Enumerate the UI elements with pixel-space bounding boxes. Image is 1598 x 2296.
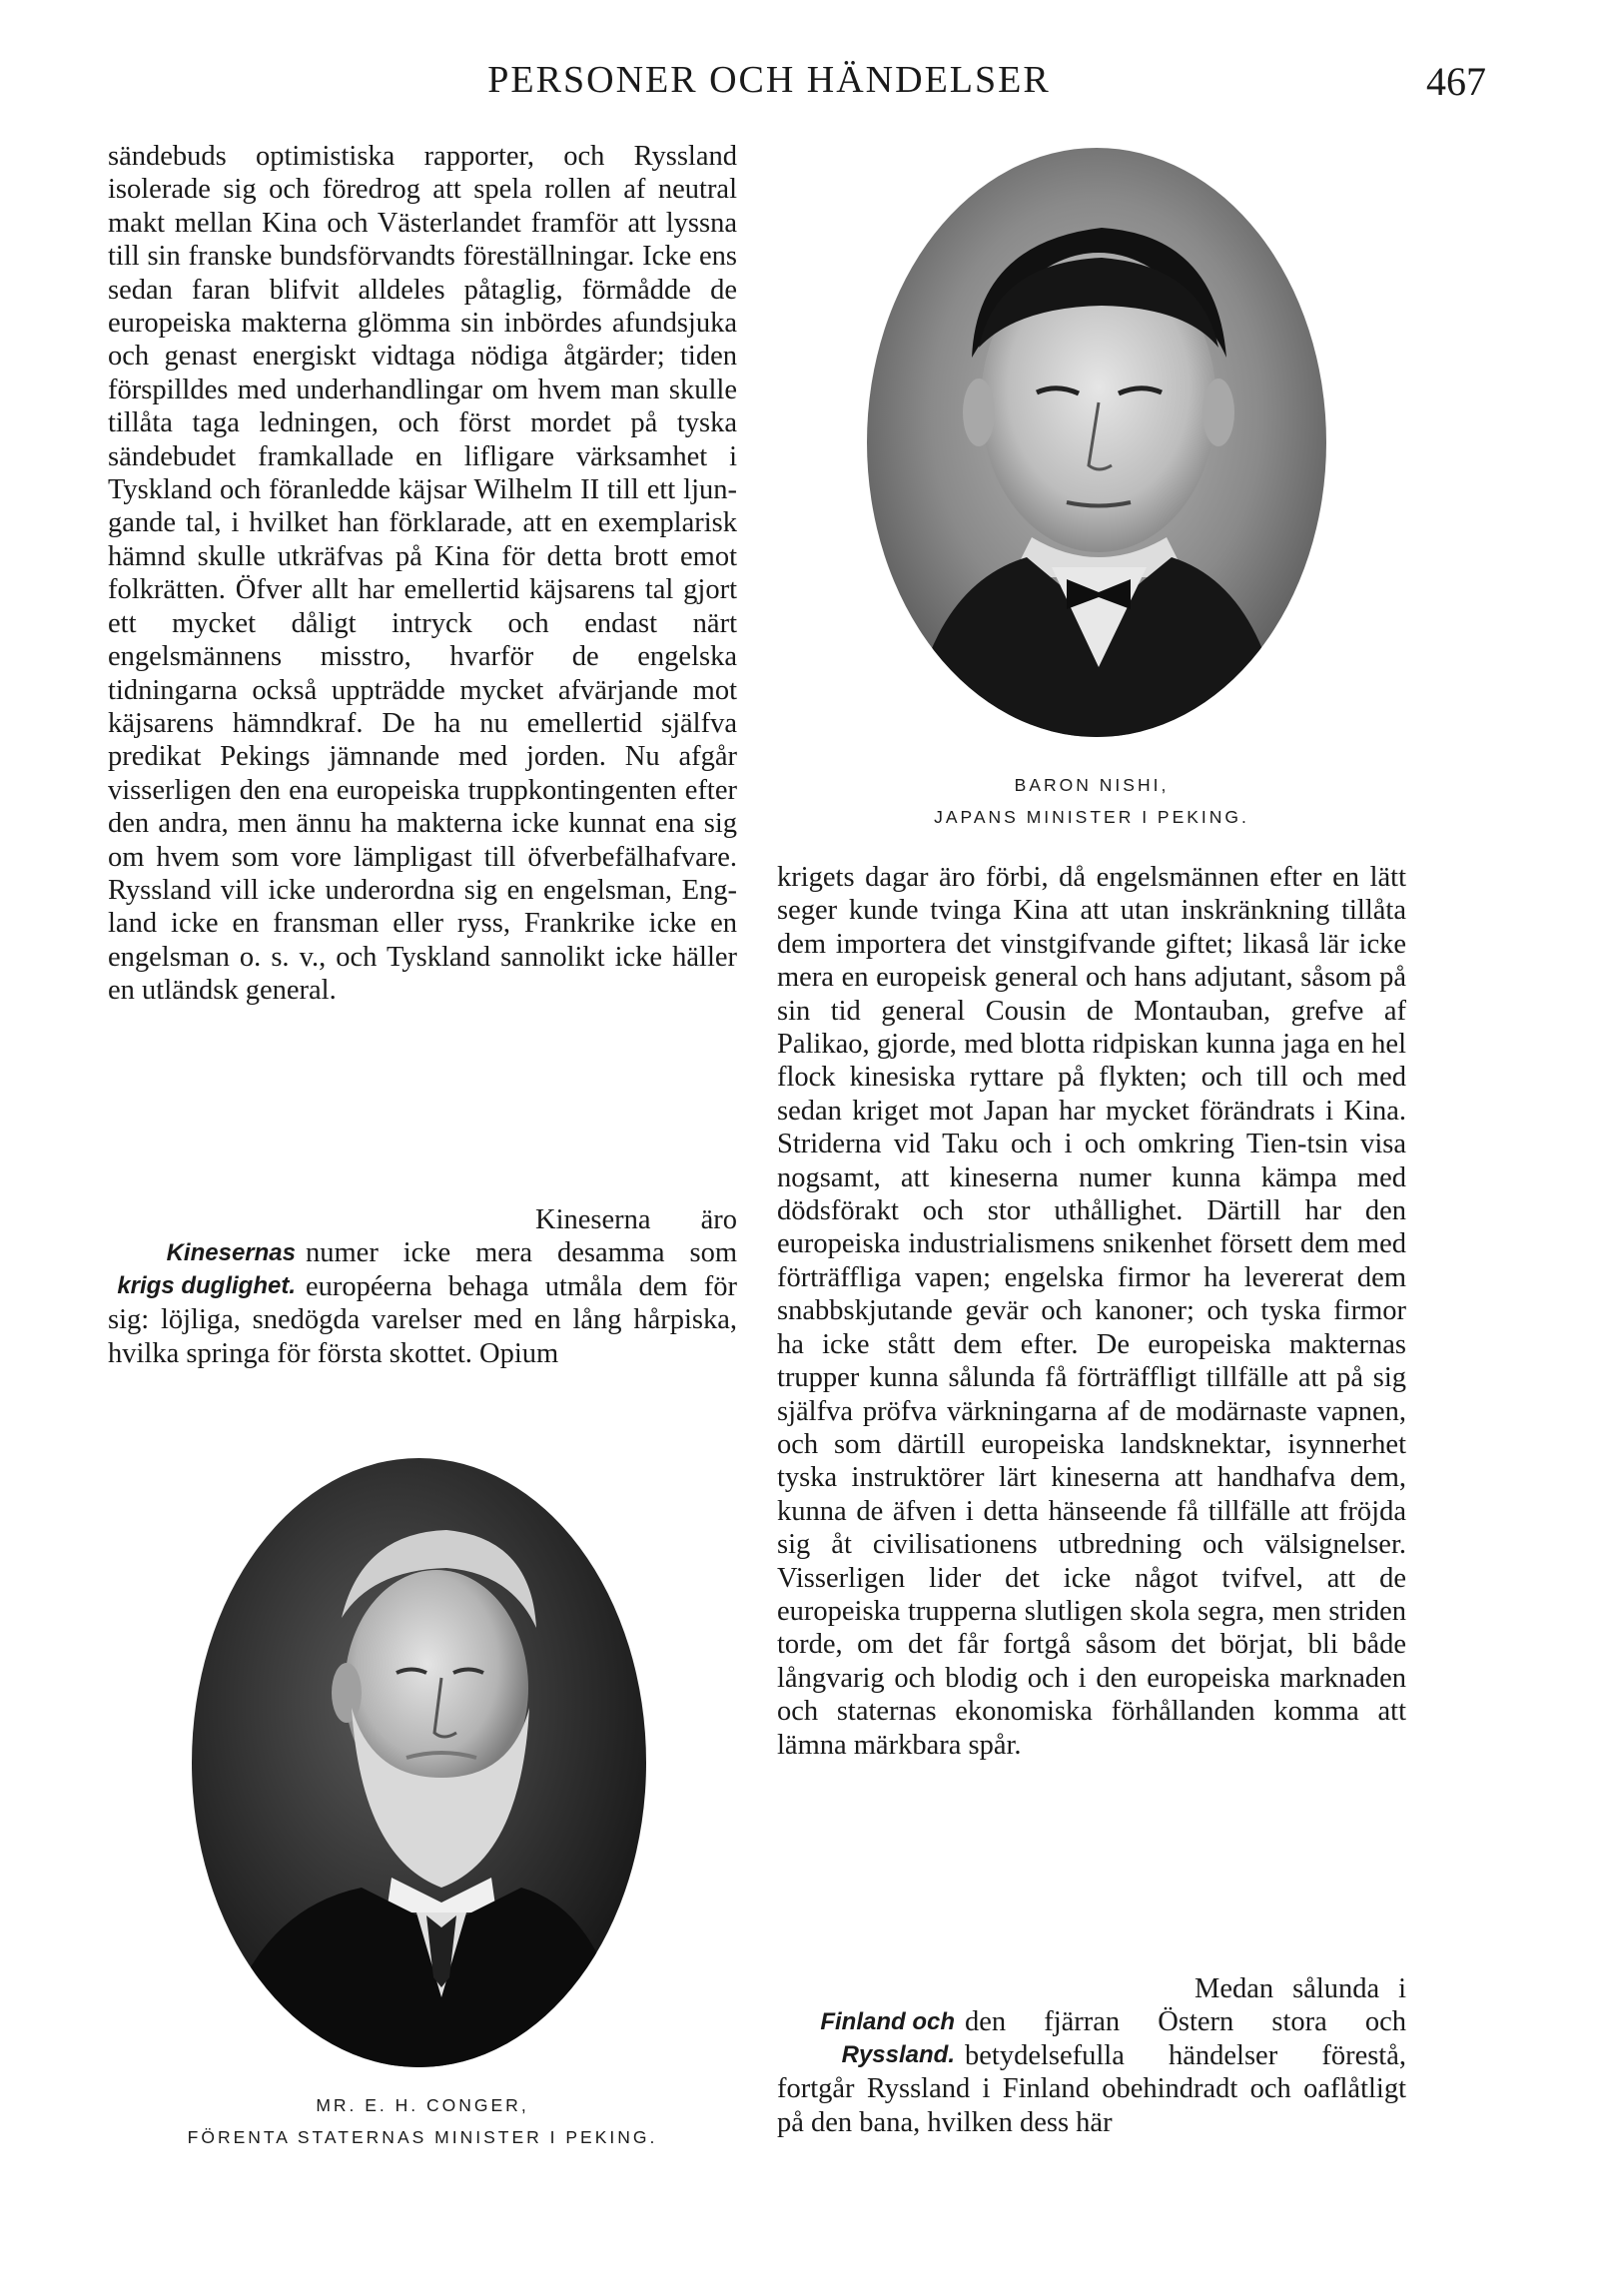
- caption-conger-line-1: MR. E. H. CONGER,: [316, 2095, 529, 2115]
- caption-nishi: [777, 769, 1406, 833]
- caption-nishi-line-1: BARON NISHI,: [1014, 775, 1170, 795]
- portrait-oval-nishi: [867, 148, 1326, 737]
- page-number: 467: [1426, 59, 1486, 104]
- portrait-illustration-nishi: [867, 148, 1326, 737]
- marginal-note-kineser: Kinesernas krigs duglighet.: [117, 1239, 296, 1300]
- kineser-section: [108, 1203, 737, 1370]
- left-paragraph-2-text: Kineserna äro numer icke mera desamma som européerna behaga utmåla dem för sig: löjliga, snedögda varelser med en lång hårpiska, hvilka springa för första skottet. Opium: [108, 1204, 737, 1369]
- left-column: [108, 140, 737, 1008]
- page-header: [0, 58, 1598, 108]
- right-paragraph-2-text: Medan sålunda i den fjärran Östern stora och betydelsefulla händelser förestå, fortgår Ryssland i Finland obehindradt och oaflåtligt på den bana, hvilken dess här: [777, 1973, 1406, 2138]
- right-paragraph-1: krigets dagar äro förbi, då engelsmännen efter en lätt seger kunde tvinga Kina att utan inskränkning tillåta dem importera det vinstgifvande giftet; likaså lär icke mera en europeisk general och hans adjutant, såsom på sin tid general Cousin de Montauban, grefve af Palikao, gjorde, med blotta ridpiskan kunna jaga en hel flock kinesiska ryttare på flykten; och till och med sedan kriget mot Japan har mycket förändrats i Kina. Striderna vid Taku och i och omkring Tien-tsin visa nogsamt, att kineserna numer kunna kämpa med dödsförakt och stor uthållighet. Därtill har den europeiska industrialismens snikenhet försett dem med förträffliga vapen; engelska firmor ha levererat dem snabbskjutande gevär och kanoner; och tyska firmor ha icke stått dem efter. De europeiska makternas trupper kunna sålunda få förträffligt tillfälle att på sig själfva pröfva värkningarna af de modärnaste vapnen, och som därtill europeiska landsknektar, isynnerhet tyska instruktörer lärt kineserna att handhafva dem, kunna de äfven i detta hänseende få tillfälle att fröjda sig åt civilisationens utbredning och välsignelser. Visserligen lider det icke något tvifvel, att de europeiska trupperna slutligen skola segra, men striden torde, om det får fortgå såsom det börjat, bli både långvarig och blodig och i den europeiska marknaden och staternas ekonomiska förhållanden komma att lämna märkbara spår.: [777, 862, 1406, 1761]
- portrait-oval-conger: [192, 1458, 646, 2067]
- left-paragraph-1: sändebuds optimistiska rapporter, och Ryssland isolerade sig och föredrog att spela rollen af neutral makt mellan Kina och Västerlandet framför att lyssna till sin franske bundsförvandts föreställningar. Icke ens sedan faran blifvit alldeles påtaglig, förmådde de europeiska makterna glömma sin inbördes afundsjuka och genast energiskt vidtaga nödiga åtgärder; tiden förspilldes med underhandlingar om hvem man skulle tillåta taga ledningen, och först mordet på tyska sändebudet framkallade en lifligare värksamhet i Tyskland och föranledde käjsar Wilhelm II till ett ljungande tal, i hvilket han förklarade, att en exemplarisk hämnd skulle utkräfvas på Kina för detta brott emot folkrätten. Öfver allt har emellertid käjsarens tal gjort ett mycket dåligt intryck och endast närt engelsmännens misstro, hvarför de engelska tidningarna också uppträdde mycket afvärjande mot käjsarens hämndkraf. De ha nu emellertid själfva predikat Pekings jämnande med jorden. Nu afgår visserligen den ena europeiska truppkontingenten efter den andra, men ännu ha makterna icke kunnat ena sig om hvem som vore lämpligast till öfverbefälhafvare. Ryssland vill icke underordna sig en engelsman, England icke en fransman eller ryss, Frankrike icke en engelsman o. s. v., och Tyskland sannolikt icke häller en utländsk general.: [108, 141, 737, 1007]
- marginal-note-finland: Finland och Ryssland.: [820, 2008, 955, 2069]
- right-column: [777, 861, 1406, 1762]
- portrait-baron-nishi: [867, 148, 1326, 737]
- caption-conger: [108, 2089, 737, 2153]
- portrait-illustration-conger: [192, 1458, 646, 2067]
- running-title: PERSONER OCH HÄNDELSER: [487, 59, 1051, 101]
- caption-conger-line-2: FÖRENTA STATERNAS MINISTER I PEKING.: [187, 2127, 658, 2147]
- finland-section: [777, 1972, 1406, 2139]
- caption-nishi-line-2: JAPANS MINISTER I PEKING.: [934, 807, 1249, 827]
- portrait-conger: [192, 1458, 646, 2067]
